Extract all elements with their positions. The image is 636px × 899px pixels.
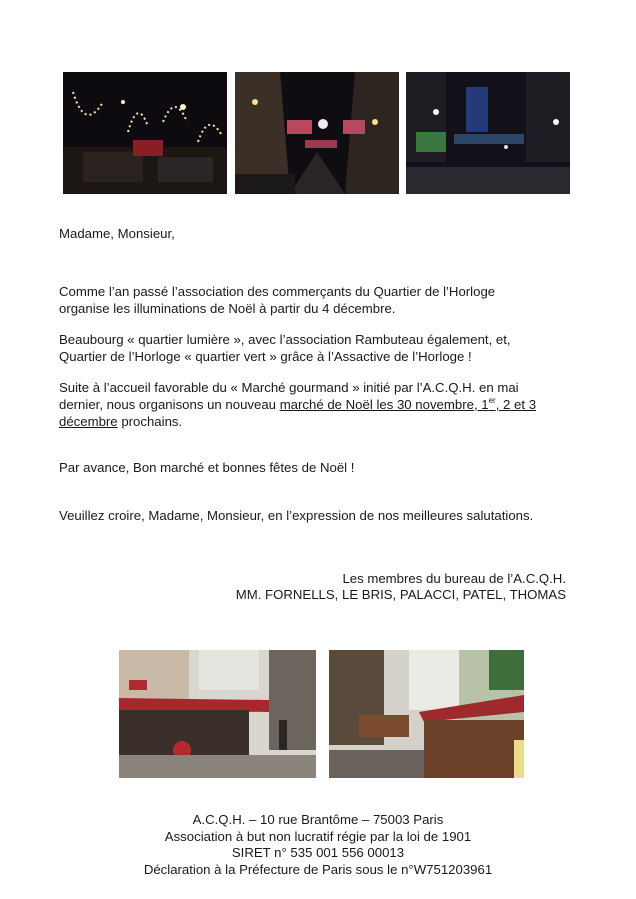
paragraph-4: Par avance, Bon marché et bonnes fêtes de Noël ! [59,460,355,475]
paragraph-3-closing: prochains. [117,414,183,429]
greeting: Madame, Monsieur, [59,226,175,241]
paragraph-3-line-3 [59,413,182,431]
footer [0,812,636,878]
photo-illuminations-1 [63,72,227,194]
paragraph-3-text: dernier, nous organisons un nouveau [59,397,280,412]
footer-address: A.C.Q.H. – 10 rue Brantôme – 75003 Paris [192,812,444,827]
paragraph-1-line-2: organise les illuminations de Noël à partir du 4 décembre. [59,301,396,316]
photo-market-1 [119,650,316,778]
footer-association: Association à but non lucratif régie par la loi de 1901 [164,828,472,844]
market-dates-underlined [280,397,536,412]
signature-line-2: MM. FORNELLS, LE BRIS, PALACCI, PATEL, THOMAS [235,587,566,602]
signature-line-1: Les membres du bureau de l’A.C.Q.H. [342,571,566,586]
photo-illuminations-3 [406,72,570,194]
footer-siret: SIRET n° 535 001 556 00013 [231,845,405,860]
market-dates-end: , 2 et 3 [495,397,537,412]
december-underlined: décembre [59,414,118,429]
paragraph-2-line-2: Quartier de l’Horloge « quartier vert » grâce à l’Assactive de l’Horloge ! [59,349,472,364]
paragraph-3-line-1: Suite à l’accueil favorable du « Marché gourmand » initié par l’A.C.Q.H. en mai [59,380,519,395]
footer-declaration: Déclaration à la Préfecture de Paris sous le n°W751203961 [143,861,493,877]
photo-market-2 [329,650,524,778]
photo-illuminations-2 [235,72,399,194]
paragraph-5: Veuillez croire, Madame, Monsieur, en l’expression de nos meilleures salutations. [59,508,534,523]
paragraph-2-line-1: Beaubourg « quartier lumière », avec l’association Rambuteau également, et, [59,332,511,347]
paragraph-1-line-1: Comme l’an passé l’association des commerçants du Quartier de l’Horloge [59,284,496,299]
paragraph-3-line-2 [59,396,536,414]
market-dates-text: marché de Noël les 30 novembre, 1 [279,397,489,412]
ordinal-superscript: er [488,396,496,405]
